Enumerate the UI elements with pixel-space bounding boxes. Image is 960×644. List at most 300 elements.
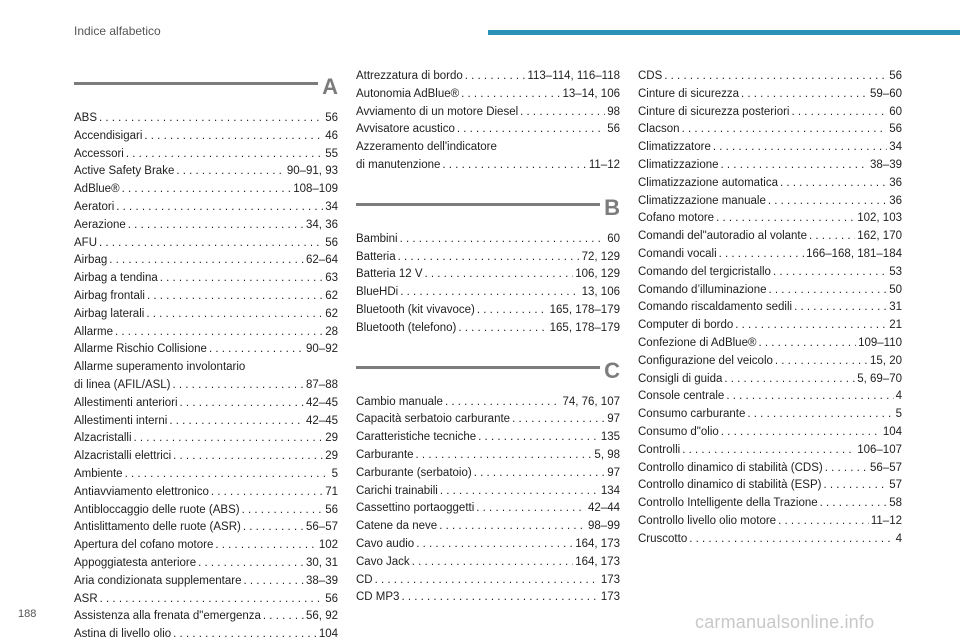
index-entry[interactable]: [74, 199, 338, 217]
index-entry[interactable]: [74, 235, 338, 253]
index-entry[interactable]: [356, 483, 620, 501]
index-entry[interactable]: [356, 411, 620, 429]
entry-pages[interactable]: 11–12: [588, 158, 620, 171]
entry-label: Attrezzatura di bordo: [356, 70, 463, 82]
leader-dots: [735, 317, 887, 335]
index-entry[interactable]: [74, 163, 338, 181]
entry-pages[interactable]: 29: [325, 432, 338, 445]
leader-dots: [682, 121, 888, 139]
entry-pages[interactable]: 102: [318, 539, 338, 552]
entry-label: Aerazione: [74, 218, 126, 231]
leader-dots: [478, 429, 599, 447]
leader-dots: [769, 282, 888, 300]
index-entry[interactable]: [74, 466, 338, 484]
index-column-2: [356, 68, 620, 607]
leader-dots: [147, 288, 323, 306]
entry-pages[interactable]: 56–57: [870, 461, 902, 474]
entry-label: Cofano motore: [638, 212, 715, 225]
leader-dots: [713, 139, 887, 157]
entry-label: Aria condizionata supplementare: [74, 574, 242, 587]
entry-label: Assistenza alla frenata d"emergenza: [74, 610, 261, 623]
index-entry[interactable]: [356, 86, 620, 104]
entry-pages[interactable]: 4: [895, 532, 902, 545]
leader-dots: [721, 157, 868, 175]
entry-pages[interactable]: 56: [325, 236, 338, 249]
index-entry[interactable]: [74, 519, 338, 537]
index-entry[interactable]: [74, 430, 338, 448]
index-entry[interactable]: [356, 429, 620, 447]
index-entry[interactable]: [74, 413, 338, 431]
index-entry[interactable]: [356, 121, 620, 139]
entry-pages[interactable]: 62: [325, 289, 338, 302]
entry-pages[interactable]: 162, 170: [857, 230, 902, 243]
index-entry[interactable]: [638, 210, 902, 228]
entry-pages[interactable]: 4: [895, 390, 902, 403]
index-entry[interactable]: [638, 406, 902, 424]
entry-label: Climatizzazione manuale: [638, 194, 766, 207]
entry-pages[interactable]: 109–110: [858, 336, 902, 349]
leader-dots: [747, 406, 893, 424]
index-entry[interactable]: [356, 231, 620, 249]
index-entry[interactable]: [74, 217, 338, 235]
entry-label: Controllo Intelligente della Trazione: [638, 497, 818, 510]
leader-dots: [263, 608, 304, 626]
leader-dots: [465, 68, 526, 86]
leader-dots: [416, 447, 593, 465]
entry-label: Climatizzazione automatica: [638, 176, 778, 189]
entry-pages[interactable]: 106, 129: [575, 268, 620, 281]
entry-pages[interactable]: 164, 173: [575, 555, 620, 568]
entry-label: CD MP3: [356, 591, 400, 604]
leader-dots: [115, 324, 323, 342]
entry-label: Allestimenti anteriori: [74, 396, 178, 409]
index-entry[interactable]: [638, 86, 902, 104]
entry-label: Astina di livello olio: [74, 628, 172, 641]
index-entry[interactable]: [74, 448, 338, 466]
leader-dots: [109, 252, 304, 270]
entry-label: Batteria 12 V: [356, 268, 423, 281]
index-entry[interactable]: [356, 465, 620, 483]
entry-pages[interactable]: 63: [325, 272, 338, 285]
entry-pages[interactable]: 164, 173: [575, 537, 620, 550]
index-entry[interactable]: [356, 554, 620, 572]
entry-pages[interactable]: 71: [325, 485, 338, 498]
index-entry[interactable]: [356, 302, 620, 320]
entry-pages[interactable]: 50: [889, 283, 902, 296]
entry-label: Cassettino portaoggetti: [356, 502, 475, 515]
entry-pages[interactable]: 56–57: [306, 521, 338, 534]
index-entry[interactable]: [74, 306, 338, 324]
entry-label: Allarme: [74, 325, 113, 338]
entry-label: ASR: [74, 592, 98, 605]
leader-dots: [209, 341, 304, 359]
entry-label: Bluetooth (telefono): [356, 321, 457, 334]
entry-pages[interactable]: 113–114, 116–118: [527, 70, 620, 82]
entry-pages[interactable]: 59–60: [870, 87, 902, 100]
entry-pages[interactable]: 56: [889, 70, 902, 82]
entry-label: Console centrale: [638, 390, 725, 403]
index-entry[interactable]: [638, 121, 902, 139]
entry-pages[interactable]: 5: [331, 467, 338, 480]
entry-pages[interactable]: 173: [600, 591, 620, 604]
index-entry[interactable]: [638, 513, 902, 531]
entry-pages[interactable]: 106–107: [857, 443, 902, 456]
index-entry[interactable]: [638, 335, 902, 353]
index-entry[interactable]: [74, 626, 338, 644]
section-letter: A: [322, 74, 338, 99]
entry-pages[interactable]: 46: [325, 129, 338, 142]
entry-pages[interactable]: 173: [600, 573, 620, 586]
entry-pages[interactable]: 38–39: [870, 158, 902, 171]
entry-label: Alzacristalli: [74, 432, 132, 445]
entry-pages[interactable]: 42–44: [588, 502, 620, 515]
leader-dots: [461, 86, 560, 104]
leader-dots: [176, 163, 284, 181]
leader-dots: [457, 121, 605, 139]
entry-label: Cambio manuale: [356, 395, 443, 408]
entry-pages[interactable]: 15, 20: [870, 354, 902, 367]
entry-pages[interactable]: 56: [325, 503, 338, 516]
index-entry[interactable]: [74, 341, 338, 359]
entry-label: Carburante: [356, 448, 414, 461]
index-entry[interactable]: [356, 589, 620, 607]
index-entry[interactable]: [638, 68, 902, 86]
entry-pages[interactable]: 104: [318, 628, 338, 641]
index-entry[interactable]: [74, 110, 338, 128]
leader-dots: [146, 306, 323, 324]
index-entry[interactable]: [74, 573, 338, 591]
entry-label: Bluetooth (kit vivavoce): [356, 303, 475, 316]
entry-label: Cinture di sicurezza posteriori: [638, 105, 790, 118]
entry-pages[interactable]: 11–12: [870, 514, 902, 527]
index-entry[interactable]: [356, 266, 620, 284]
index-entry[interactable]: [638, 282, 902, 300]
section-header: [356, 358, 620, 388]
entry-label: Comando riscaldamento sedili: [638, 301, 793, 314]
leader-dots: [424, 266, 573, 284]
entry-pages[interactable]: 36: [889, 194, 902, 207]
leader-dots: [173, 377, 305, 395]
entry-pages[interactable]: 21: [889, 319, 902, 332]
index-entry[interactable]: [638, 531, 902, 549]
leader-dots: [144, 128, 323, 146]
entry-pages[interactable]: 29: [325, 450, 338, 463]
index-entry[interactable]: [74, 395, 338, 413]
entry-label: Comandi del"autoradio al volante: [638, 230, 808, 243]
index-column-3: [638, 68, 902, 549]
entry-label: Cinture di sicurezza: [638, 87, 739, 100]
index-entry[interactable]: [74, 252, 338, 270]
leader-dots: [682, 442, 855, 460]
leader-dots: [825, 460, 868, 478]
leader-dots: [477, 302, 548, 320]
leader-dots: [100, 591, 324, 609]
entry-label: CD: [356, 573, 373, 586]
leader-dots: [476, 500, 586, 518]
leader-dots: [778, 513, 869, 531]
entry-label: Catene da neve: [356, 520, 438, 533]
leader-dots: [442, 157, 586, 175]
entry-label: Cavo Jack: [356, 555, 410, 568]
entry-pages[interactable]: 98–99: [588, 520, 620, 533]
leader-dots: [244, 573, 305, 591]
entry-pages[interactable]: 38–39: [306, 574, 338, 587]
index-entry[interactable]: [638, 246, 902, 264]
entry-label: Avvisatore acustico: [356, 123, 455, 136]
entry-label: AdBlue®: [74, 183, 120, 196]
entry-pages[interactable]: 90–91, 93: [286, 165, 338, 178]
entry-label: Azzeramento dell'indicatore: [356, 141, 497, 154]
entry-pages[interactable]: 104: [882, 425, 902, 438]
index-entry[interactable]: [74, 324, 338, 342]
entry-label: AFU: [74, 236, 97, 249]
entry-pages[interactable]: 135: [600, 431, 620, 444]
index-entry[interactable]: [74, 591, 338, 609]
leader-dots: [173, 626, 317, 644]
entry-pages[interactable]: 58: [889, 497, 902, 510]
section-header: [74, 74, 338, 104]
index-entry[interactable]: [638, 317, 902, 335]
entry-label: BlueHDi: [356, 286, 399, 299]
entry-pages[interactable]: 87–88: [306, 378, 338, 391]
entry-label: Avviamento di un motore Diesel: [356, 105, 519, 118]
entry-label: ABS: [74, 112, 98, 124]
entry-label-continued: di manutenzione: [356, 158, 441, 171]
leader-dots: [741, 86, 868, 104]
entry-pages[interactable]: 97: [607, 413, 620, 426]
entry-label: Autonomia AdBlue®: [356, 87, 460, 100]
leader-dots: [412, 554, 574, 572]
entry-pages[interactable]: 90–92: [306, 343, 338, 356]
entry-label: Batteria: [356, 250, 396, 263]
entry-label: Cruscotto: [638, 532, 688, 545]
index-entry[interactable]: [638, 371, 902, 389]
entry-label: Controllo livello olio motore: [638, 514, 777, 527]
leader-dots: [721, 424, 881, 442]
entry-label: Comandi vocali: [638, 247, 717, 260]
entry-label: Accendisigari: [74, 129, 143, 142]
entry-label: Airbag: [74, 254, 108, 267]
index-entry[interactable]: [74, 555, 338, 573]
entry-label: Bambini: [356, 232, 398, 245]
entry-pages[interactable]: 55: [325, 147, 338, 160]
index-entry[interactable]: [356, 572, 620, 590]
index-entry[interactable]: [356, 68, 620, 86]
entry-pages[interactable]: 134: [600, 484, 620, 497]
leader-dots: [126, 146, 323, 164]
index-entry[interactable]: [638, 495, 902, 513]
leader-dots: [122, 181, 292, 199]
entry-label: Allarme Rischio Collisione: [74, 343, 207, 356]
leader-dots: [439, 518, 586, 536]
entry-pages[interactable]: 165, 178–179: [549, 303, 620, 316]
index-entry[interactable]: [74, 288, 338, 306]
leader-dots: [440, 483, 599, 501]
leader-dots: [773, 264, 887, 282]
leader-dots: [401, 589, 598, 607]
entry-label: CDS: [638, 70, 663, 82]
index-entry[interactable]: [74, 270, 338, 288]
entry-pages[interactable]: 13, 106: [581, 286, 620, 299]
index-entry[interactable]: [74, 502, 338, 520]
index-column-1: [74, 74, 338, 644]
leader-dots: [134, 430, 324, 448]
index-group: [356, 195, 620, 338]
entry-pages[interactable]: 56: [325, 112, 338, 124]
entry-label: Appoggiatesta anteriore: [74, 556, 197, 569]
index-entry[interactable]: [356, 500, 620, 518]
index-entry[interactable]: [638, 424, 902, 442]
index-entry[interactable]: [74, 128, 338, 146]
leader-dots: [128, 217, 304, 235]
entry-pages[interactable]: 108–109: [293, 183, 338, 196]
entry-pages[interactable]: 98: [607, 105, 620, 118]
entry-pages[interactable]: 13–14, 106: [562, 87, 620, 100]
entry-pages[interactable]: 60: [889, 105, 902, 118]
index-entry[interactable]: [638, 175, 902, 193]
index-group: [638, 68, 902, 549]
index-entry[interactable]: [638, 460, 902, 478]
entry-pages[interactable]: 62: [325, 307, 338, 320]
leader-dots: [180, 395, 304, 413]
entry-label: Capacità serbatoio carburante: [356, 413, 511, 426]
section-rule: [74, 82, 318, 85]
section-rule: [356, 203, 600, 206]
entry-label: Ambiente: [74, 467, 123, 480]
index-entry[interactable]: [356, 104, 620, 122]
leader-dots: [99, 110, 323, 128]
index-entry[interactable]: [638, 442, 902, 460]
page-number: 188: [18, 608, 37, 620]
leader-dots: [512, 411, 605, 429]
entry-label: Consumo d"olio: [638, 425, 719, 438]
leader-dots: [768, 193, 887, 211]
entry-pages[interactable]: 166–168, 181–184: [806, 247, 902, 260]
index-entry[interactable]: [356, 394, 620, 412]
index-entry[interactable]: [638, 388, 902, 406]
leader-dots: [211, 484, 323, 502]
leader-dots: [198, 555, 304, 573]
index-entry[interactable]: [638, 299, 902, 317]
index-entry[interactable]: [638, 139, 902, 157]
leader-dots: [823, 477, 887, 495]
entry-pages[interactable]: 53: [889, 265, 902, 278]
leader-dots: [116, 199, 323, 217]
leader-dots: [758, 335, 856, 353]
entry-label: Controllo dinamico di stabilità (ESP): [638, 479, 822, 492]
index-entry[interactable]: [638, 264, 902, 282]
section-header: [356, 195, 620, 225]
index-entry[interactable]: [638, 228, 902, 246]
index-entry[interactable]: [638, 157, 902, 175]
index-entry[interactable]: [356, 320, 620, 338]
entry-pages[interactable]: 42–45: [306, 396, 338, 409]
entry-label: Confezione di AdBlue®: [638, 336, 757, 349]
entry-pages[interactable]: 57: [889, 479, 902, 492]
leader-dots: [242, 502, 324, 520]
entry-pages[interactable]: 28: [325, 325, 338, 338]
entry-pages[interactable]: 5: [895, 408, 902, 421]
leader-dots: [458, 320, 547, 338]
entry-label: Accessori: [74, 147, 124, 160]
index-entry[interactable]: [638, 193, 902, 211]
index-entry[interactable]: [74, 537, 338, 555]
index-entry[interactable]: [356, 447, 620, 465]
leader-dots: [215, 537, 316, 555]
index-entry[interactable]: [356, 284, 620, 302]
entry-pages[interactable]: 31: [889, 301, 902, 314]
entry-pages[interactable]: 97: [607, 466, 620, 479]
entry-pages[interactable]: 60: [607, 232, 620, 245]
leader-dots: [474, 465, 606, 483]
leader-dots: [416, 536, 573, 554]
leader-dots: [243, 519, 304, 537]
entry-pages[interactable]: 34: [889, 141, 902, 154]
entry-pages[interactable]: 56, 92: [306, 610, 338, 623]
leader-dots: [775, 353, 868, 371]
index-entry[interactable]: [356, 518, 620, 536]
entry-pages[interactable]: 42–45: [306, 414, 338, 427]
index-group: [356, 68, 620, 175]
entry-pages[interactable]: 34: [325, 200, 338, 213]
index-entry[interactable]: [74, 181, 338, 199]
entry-pages[interactable]: 74, 76, 107: [562, 395, 620, 408]
entry-label: Consumo carburante: [638, 408, 746, 421]
entry-label: Apertura del cofano motore: [74, 539, 214, 552]
entry-label: Antiavviamento elettronico: [74, 485, 209, 498]
entry-pages[interactable]: 34, 36: [306, 218, 338, 231]
leader-dots: [99, 235, 323, 253]
entry-pages[interactable]: 30, 31: [306, 556, 338, 569]
index-entry[interactable]: [74, 484, 338, 502]
header-accent-bar: [488, 30, 960, 35]
entry-label-continued: di linea (AFIL/ASL): [74, 378, 171, 391]
entry-label: Active Safety Brake: [74, 165, 175, 178]
entry-label: Climatizzazione: [638, 158, 719, 171]
entry-pages[interactable]: 36: [889, 176, 902, 189]
entry-label: Cavo audio: [356, 537, 415, 550]
entry-pages[interactable]: 62–64: [306, 254, 338, 267]
entry-label: Antislittamento delle ruote (ASR): [74, 521, 241, 534]
index-entry[interactable]: [74, 359, 338, 395]
entry-pages[interactable]: 72, 129: [581, 250, 620, 263]
leader-dots: [719, 246, 804, 264]
entry-pages[interactable]: 102, 103: [857, 212, 902, 225]
index-entry[interactable]: [638, 353, 902, 371]
index-entry[interactable]: [74, 146, 338, 164]
index-entry[interactable]: [356, 536, 620, 554]
entry-pages[interactable]: 5, 98: [594, 448, 620, 461]
entry-pages[interactable]: 56: [325, 592, 338, 605]
index-entry[interactable]: [638, 477, 902, 495]
entry-label: Climatizzatore: [638, 141, 711, 154]
index-group: [356, 358, 620, 608]
section-letter: C: [604, 357, 620, 383]
entry-pages[interactable]: 56: [607, 123, 620, 136]
entry-pages[interactable]: 5, 69–70: [857, 372, 902, 385]
index-entry[interactable]: [74, 608, 338, 626]
entry-label: Allarme superamento involontario: [74, 361, 246, 374]
entry-label: Airbag frontali: [74, 289, 145, 302]
index-entry[interactable]: [356, 139, 620, 175]
leader-dots: [125, 466, 330, 484]
entry-pages[interactable]: 56: [889, 123, 902, 136]
index-entry[interactable]: [638, 104, 902, 122]
watermark: carmanualsonline.info: [695, 612, 875, 632]
index-entry[interactable]: [356, 249, 620, 267]
entry-pages[interactable]: 165, 178–179: [549, 321, 620, 334]
leader-dots: [724, 371, 855, 389]
